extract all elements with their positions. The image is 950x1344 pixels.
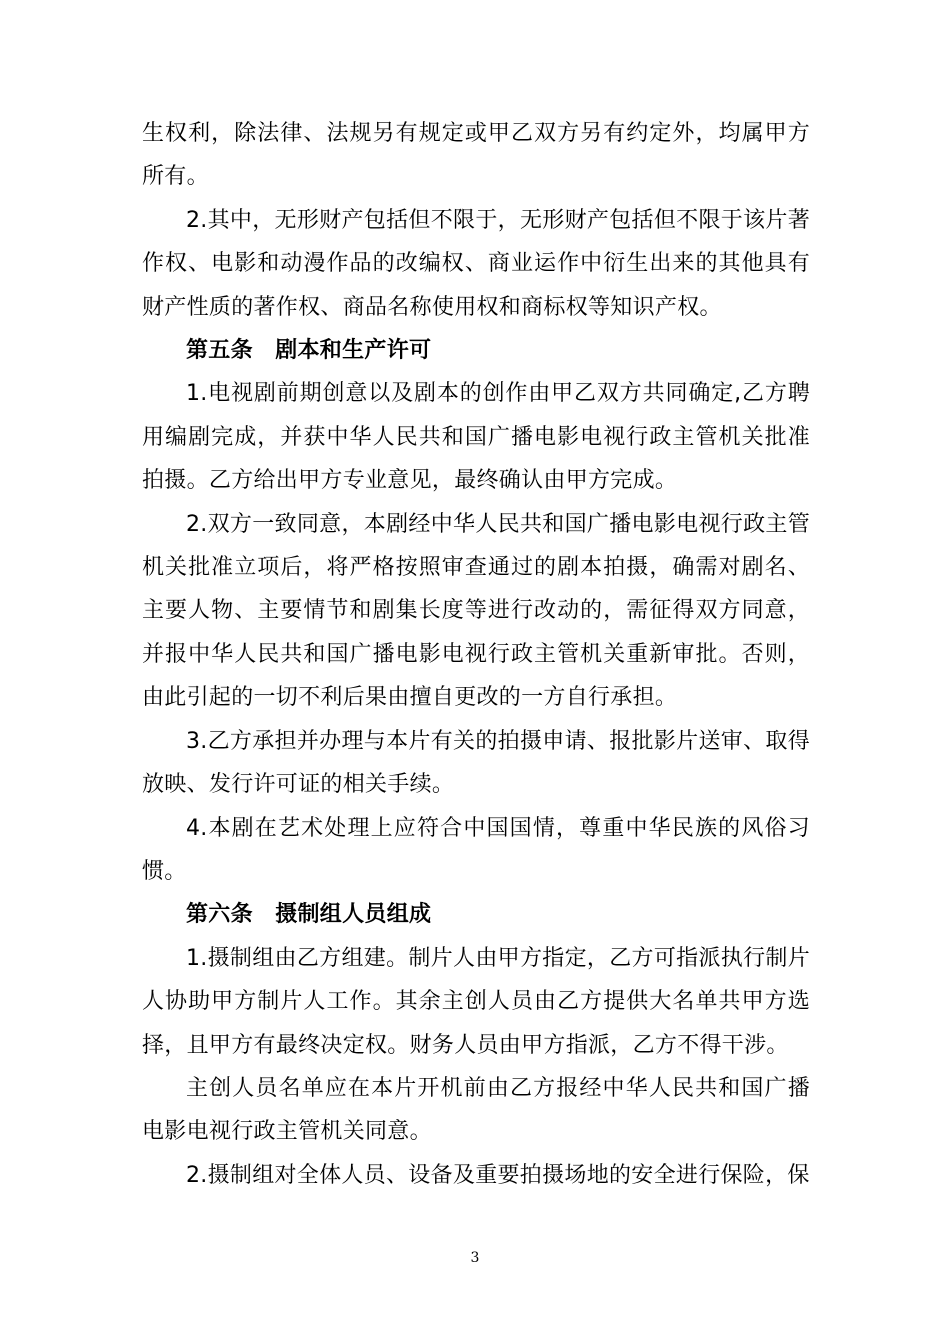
- paragraph: 4.本剧在艺术处理上应符合中国国情，尊重中华民族的风俗习惯。: [142, 815, 810, 884]
- paragraph: 1.摄制组由乙方组建。制片人由甲方指定，乙方可指派执行制片人协助甲方制片人工作。其余主创人员由乙方提供大名单共甲方选择，且甲方有最终决定权。财务人员由甲方指派，乙方不得干涉。: [142, 945, 810, 1058]
- page-number: 3: [470, 1250, 480, 1266]
- paragraph: 2.其中，无形财产包括但不限于，无形财产包括但不限于该片著作权、电影和动漫作品的改编权、商业运作中衍生出来的其他具有财产性质的著作权、商品名称使用权和商标权等知识产权。: [142, 207, 810, 320]
- paragraph: 2.双方一致同意，本剧经中华人民共和国广播电影电视行政主管机关批准立项后，将严格按照审查通过的剧本拍摄，确需对剧名、主要人物、主要情节和剧集长度等进行改动的，需征得双方同意，并报中华人民共和国广播电影电视行政主管机关重新审批。否则，由此引起的一切不利后果由擅自更改的一方自行承担。: [142, 511, 810, 711]
- section-heading: 第六条 摄制组人员组成: [186, 902, 432, 928]
- paragraph: 2.摄制组对全体人员、设备及重要拍摄场地的安全进行保险，保: [186, 1162, 810, 1188]
- section-heading: 第五条 剧本和生产许可: [186, 338, 432, 364]
- paragraph: 1.电视剧前期创意以及剧本的创作由甲乙双方共同确定,乙方聘用编剧完成，并获中华人民共和国广播电影电视行政主管机关批准拍摄。乙方给出甲方专业意见，最终确认由甲方完成。: [142, 381, 810, 494]
- paragraph: 生权利，除法律、法规另有规定或甲乙双方另有约定外，均属甲方所有。: [142, 121, 810, 190]
- paragraph: 主创人员名单应在本片开机前由乙方报经中华人民共和国广播电影电视行政主管机关同意。: [142, 1075, 810, 1145]
- document-body: [142, 112, 810, 1197]
- paragraph: 3.乙方承担并办理与本片有关的拍摄申请、报批影片送审、取得放映、发行许可证的相关手续。: [142, 728, 810, 798]
